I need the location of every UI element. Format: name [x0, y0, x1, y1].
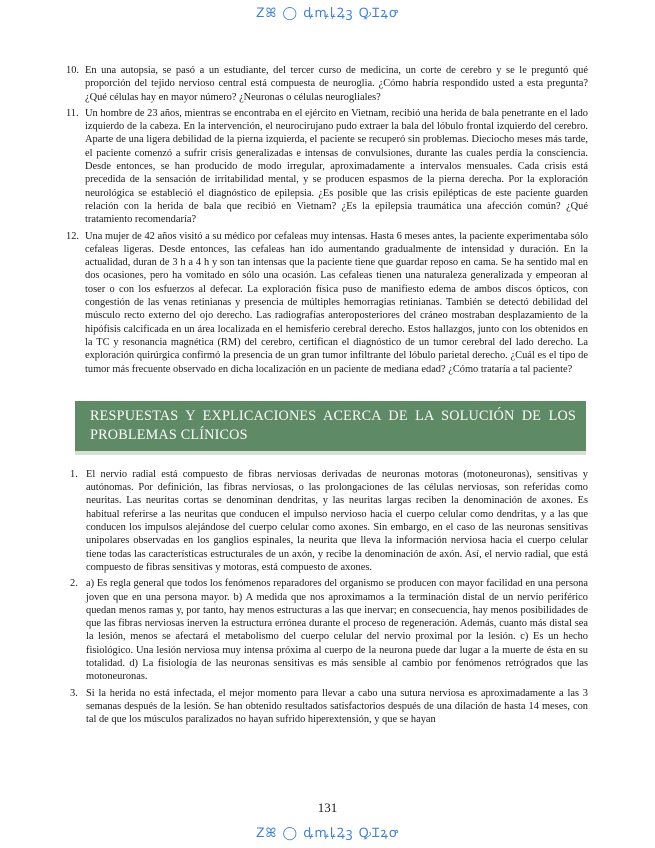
page-content — [66, 64, 588, 729]
watermark-top: Ꮓꕤ ◯ ꝱꝳꝲꝜꝫ ꝘꞮꝝꝍ — [256, 6, 399, 21]
watermark-bottom: Ꮓꕤ ◯ ꝱꝳꝲꝜꝫ ꝘꞮꝝꝍ — [256, 826, 399, 841]
problem-number: 11. — [66, 107, 79, 119]
answer-number: 3. — [70, 687, 78, 699]
answer-number: 2. — [70, 578, 78, 590]
problem-list — [66, 64, 588, 376]
answer-number: 1. — [70, 468, 78, 480]
page-number: 131 — [317, 800, 338, 815]
answer-list — [66, 468, 588, 727]
problem-text: Un hombre de 23 años, mientras se encontraba en el ejército en Vietnam, recibió una herida de bala penetrante en el lado izquierdo de la cabeza. En la intervención, el neurocirujano pudo extraer la bala del lóbulo frontal izquierdo del cerebro. Aparte de una ligera debilidad de la pierna izquierda, el paciente se recuperó sin problemas. Dieciocho meses más tarde, el paciente comenzó a sufrir crisis generalizadas e intensas de convulsiones, durante las cuales perdía la consciencia. Desde entonces, se han producido de modo irregular, aproximadamente a intervalos mensuales. Cada crisis está precedida de la sensación de irritabilidad mental, y se producen espasmos de la pierna derecha. Por la exploración neurológica se estableció el diagnóstico de epilepsia. ¿Es posible que las crisis epilépticas de este paciente guarden relación con la herida de bala que recibió en Vietnam? ¿Es la epilepsia traumática una afección común? ¿Qué tratamiento recomendaría? — [85, 107, 588, 226]
answer-item — [70, 687, 588, 727]
problem-item — [66, 230, 588, 376]
answer-text: El nervio radial está compuesto de fibras nerviosas derivadas de neuronas motoras (motoneuronas), sensitivas y autónomas. Por definición, las fibras nerviosas, o las prolongaciones de las células nerviosas, son referidas como neuritas. Las neuritas cortas se denominan dendritas, y las neuritas largas reciben la denominación de axones. Es habitual referirse a las neuritas que conducen el impulso nervioso hacia el cuerpo celular como dendritas, y a las que conducen los impulsos alejándose del cuerpo celular como axones. Sin embargo, en el caso de las neuronas sensitivas unipolares observadas en los ganglios espinales, la neurita que lleva la información nerviosa hacia el cuerpo celular tiene todas las características estructurales de un axón, y recibe la denominación de axón. Así, el nervio radial, que está compuesto de fibras sensitivas y motoras, está compuesto de axones. — [86, 468, 588, 573]
answer-item — [70, 577, 588, 683]
answer-text: Si la herida no está infectada, el mejor momento para llevar a cabo una sutura nerviosa es aproximadamente a las 3 semanas después de la lesión. Se han obtenido resultados satisfactorios después de una dilación de hasta 14 meses, con tal de que los músculos paralizados no hayan sufrido hiperextensión, y que se hayan — [86, 687, 588, 726]
problem-number: 10. — [66, 65, 79, 76]
problem-item — [66, 107, 588, 227]
problem-text: Una mujer de 42 años visitó a su médico por cefaleas muy intensas. Hasta 6 meses antes, la paciente experimentaba sólo cefaleas ligeras. Desde entonces, las cefaleas han ido aumentando gradualmente de intensidad y duración. En la actualidad, duran de 3 h a 4 h y son tan intensas que la paciente tiene que guardar reposo en cama. Se ha sentido mal en dos ocasiones, pero ha vomitado en sólo una ocasión. Las cefaleas tienen una naturaleza generalizada y empeoran al toser o con los esfuerzos al defecar. La exploración física puso de manifiesto edema de ambos discos ópticos, con congestión de las venas retinianas y presencia de múltiples hemorragias retinianas. También se detectó debilidad del músculo recto externo del ojo derecho. Las radiografías anteroposteriores del cráneo mostraban desplazamiento de la hipófisis calcificada en un área localizada en el hemisferio cerebral derecho. Estos hallazgos, junto con los obtenidos en la TC y resonancia magnética (RM) del cerebro, certifican el diagnóstico de un tumor cerebral del lado derecho. La exploración quirúrgica confirmó la presencia de un gran tumor infiltrante del lóbulo parietal derecho. ¿Cuál es el tipo de tumor más frecuente observado en dicha localización en un paciente de mediana edad? ¿Cómo trataría a tal paciente? — [85, 230, 588, 375]
problem-number: 12. — [66, 230, 79, 242]
answer-text: a) Es regla general que todos los fenómenos reparadores del organismo se producen con mayor facilidad en una persona joven que en una persona mayor. b) A medida que nos aproximamos a la terminación distal de un nervio periférico quedan menos ramas y, por tanto, hay menos estructuras a las que inervar; en consecuencia, hay menos posibilidades de que las fibras nerviosas inerven la estructura errónea durante el proceso de regeneración. Además, cuanto más distal sea la lesión, menos se afectará el metabolismo del cuerpo celular del nervio proximal por la lesión. c) Es un hecho fisiológico. Una lesión nerviosa muy intensa próxima al cuerpo de la neurona puede dar lugar a la muerte de ésta en su totalidad. d) La fisiología de las neuronas sensitivas es más sensible al cambio por fenómenos retrógrados que las motoneuronas. — [86, 578, 588, 683]
answer-item — [70, 468, 588, 574]
problem-text: En una autopsia, se pasó a un estudiante, del tercer curso de medicina, un corte de cerebro y se le preguntó qué proporción del tejido nervioso central está compuesta de neuroglia. ¿Cómo habría respondido usted a esta pregunta? ¿Qué células hay en mayor número? ¿Neuronas o células neurogliales? — [85, 65, 588, 103]
problem-item — [66, 64, 588, 104]
section-title-banner: RESPUESTAS Y EXPLICACIONES ACERCA DE LA SOLUCIÓN DE LOS PROBLEMAS CLÍNICOS — [75, 401, 586, 455]
